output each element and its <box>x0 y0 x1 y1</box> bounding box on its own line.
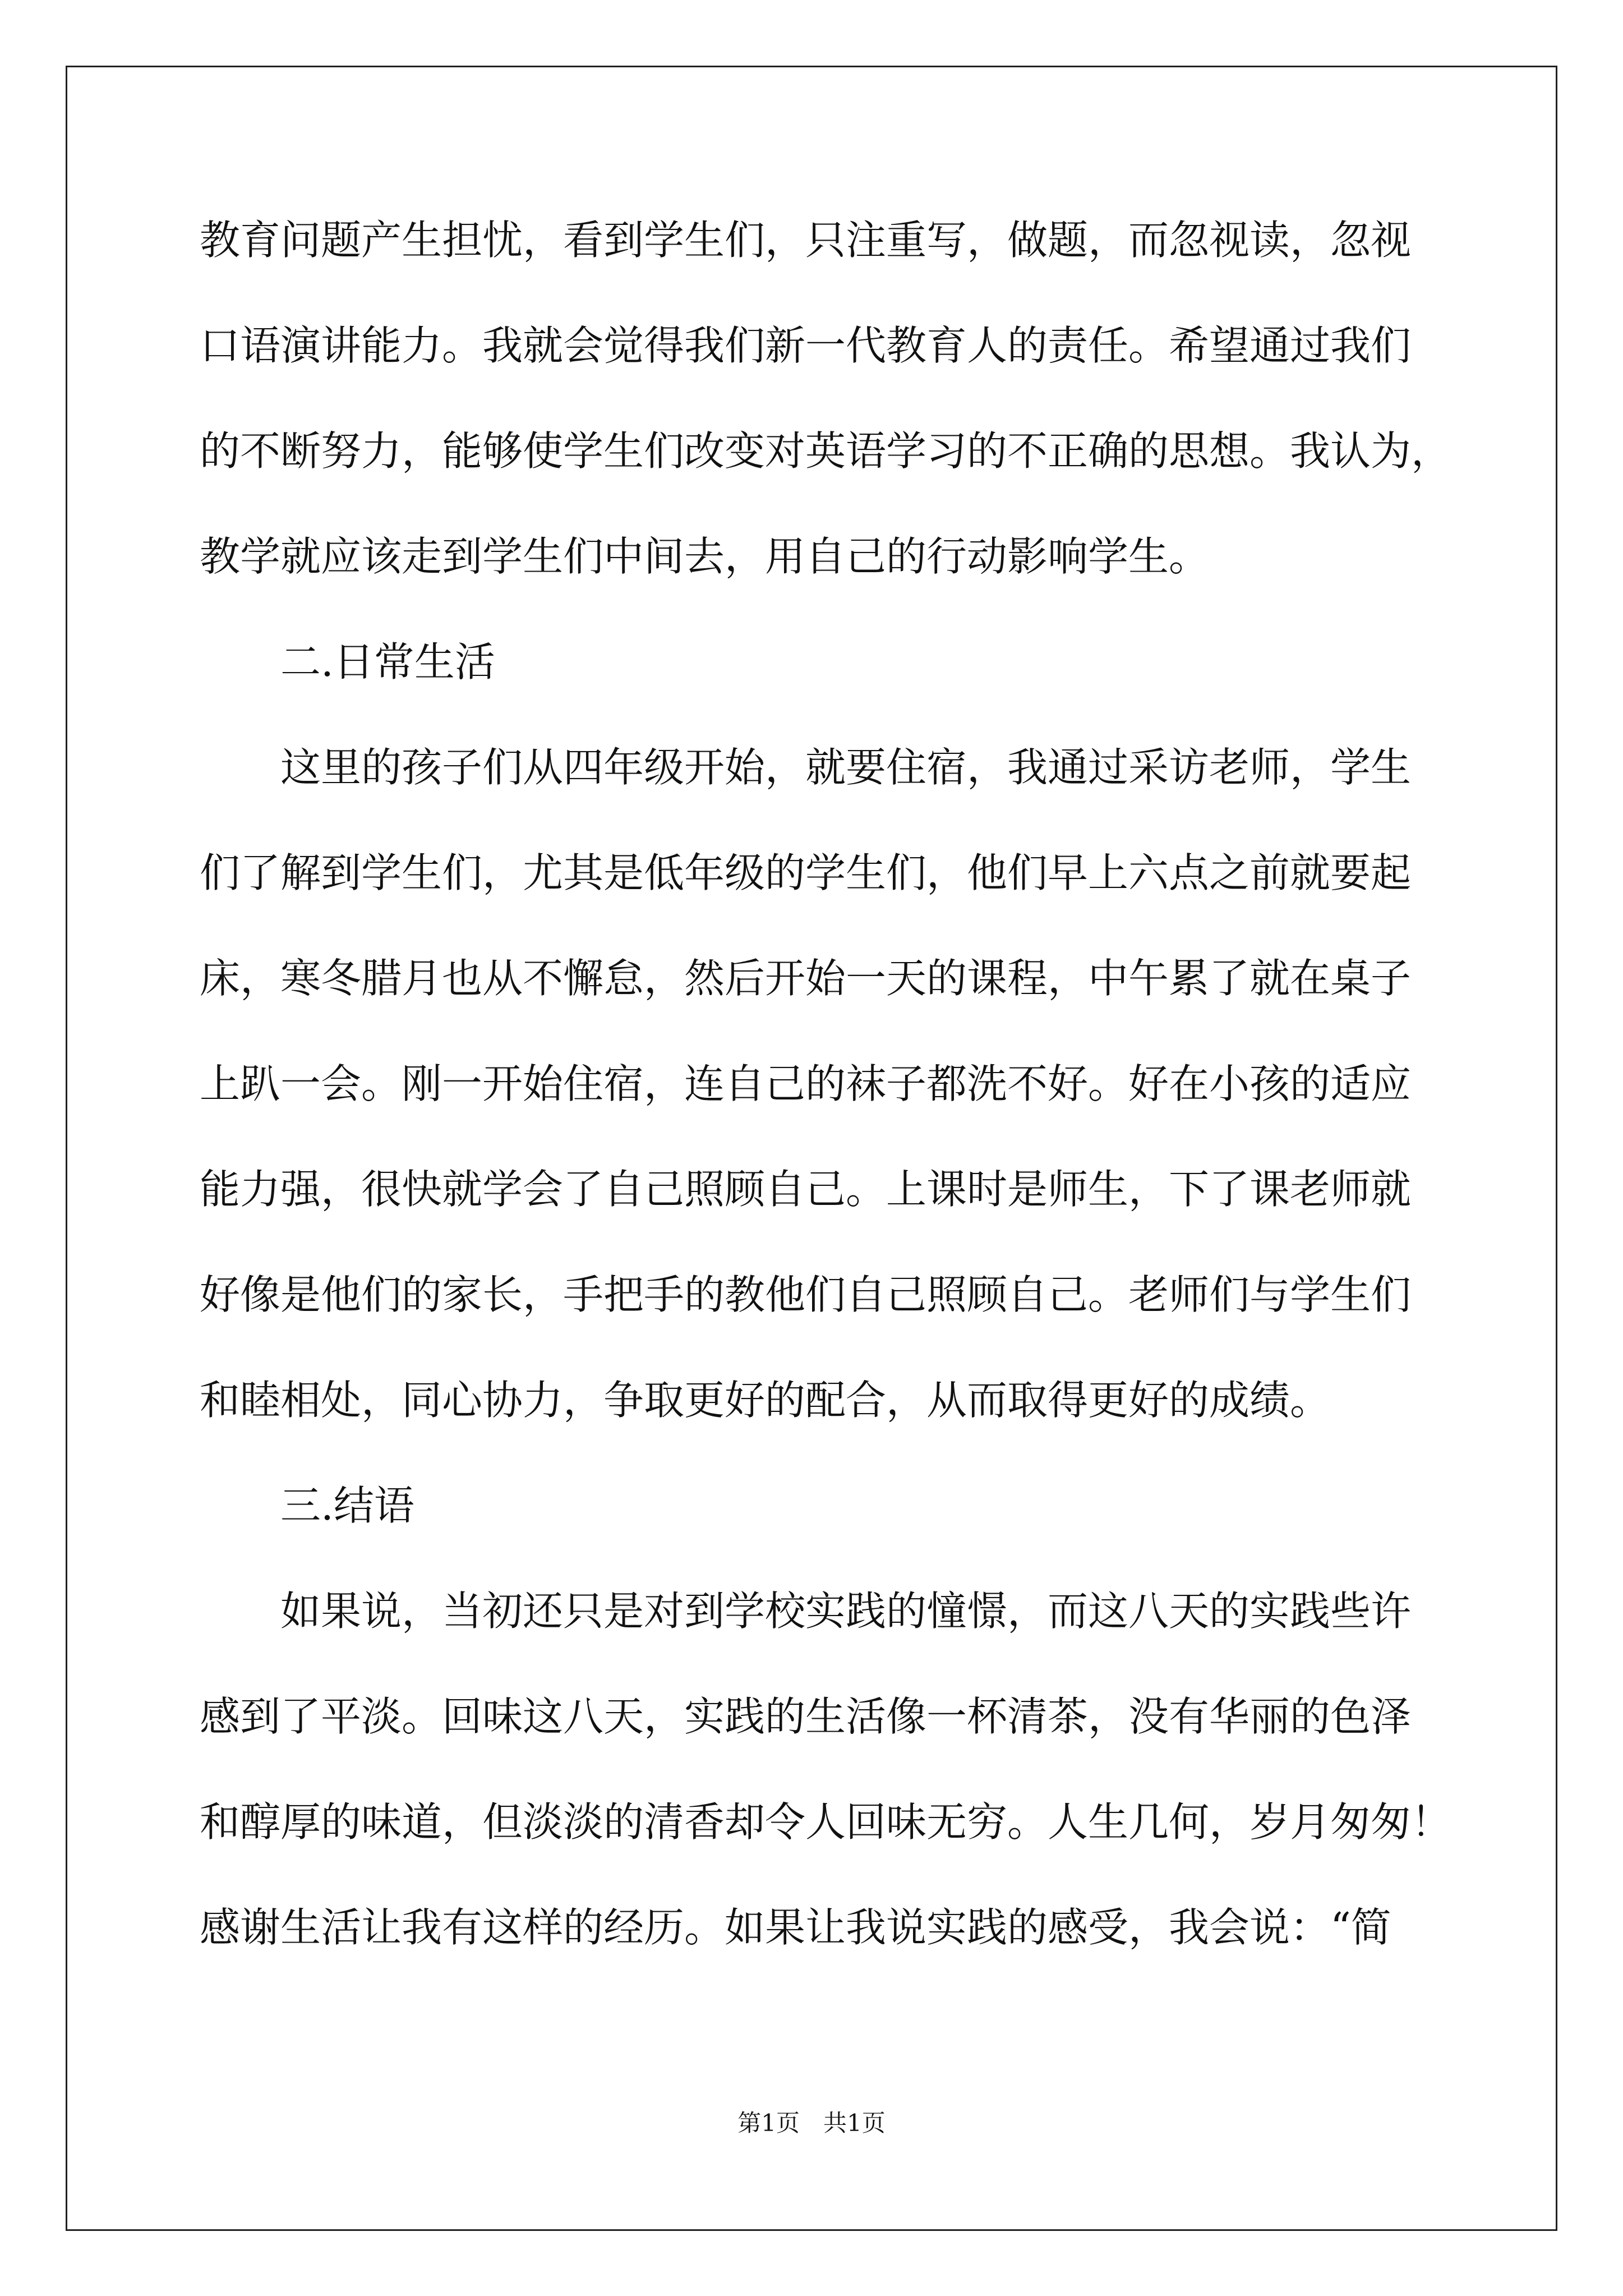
text-line: 感谢生活让我有这样的经历。如果让我说实践的感受，我会说：“简 <box>200 1904 1391 1951</box>
text-line: 感到了平淡。回味这八天，实践的生活像一杯清茶，没有华丽的色泽 <box>200 1693 1412 1740</box>
text-line: 教学就应该走到学生们中间去，用自己的行动影响学生。 <box>200 533 1210 580</box>
page-footer <box>0 2106 1623 2140</box>
text-line: 和睦相处，同心协力，争取更好的配合，从而取得更好的成绩。 <box>200 1377 1331 1424</box>
text-line: 如果说，当初还只是对到学校实践的憧憬，而这八天的实践些许 <box>280 1588 1412 1635</box>
text-line: 们了解到学生们，尤其是低年级的学生们，他们早上六点之前就要起 <box>200 849 1412 896</box>
section-heading: 三.结语 <box>280 1482 414 1529</box>
text-line: 好像是他们的家长，手把手的教他们自己照顾自己。老师们与学生们 <box>200 1271 1412 1318</box>
text-line: 教育问题产生担忧，看到学生们，只注重写，做题，而忽视读，忽视 <box>200 217 1412 264</box>
text-line: 能力强，很快就学会了自己照顾自己。上课时是师生，下了课老师就 <box>200 1166 1412 1213</box>
text-line: 床，寒冬腊月也从不懈怠，然后开始一天的课程，中午累了就在桌子 <box>200 955 1412 1002</box>
text-line: 和醇厚的味道，但淡淡的清香却令人回味无穷。人生几何，岁月匆匆！ <box>200 1798 1452 1846</box>
text-line: 这里的孩子们从四年级开始，就要住宿，我通过采访老师，学生 <box>280 744 1412 791</box>
text-line: 上趴一会。刚一开始住宿，连自己的袜子都洗不好。好在小孩的适应 <box>200 1060 1412 1107</box>
page-total: 共1页 <box>823 2109 886 2137</box>
section-heading: 二.日常生活 <box>280 638 495 685</box>
page-number: 第1页 <box>737 2109 800 2137</box>
text-line: 的不断努力，能够使学生们改变对英语学习的不正确的思想。我认为， <box>200 427 1452 475</box>
text-line: 口语演讲能力。我就会觉得我们新一代教育人的责任。希望通过我们 <box>200 322 1412 369</box>
